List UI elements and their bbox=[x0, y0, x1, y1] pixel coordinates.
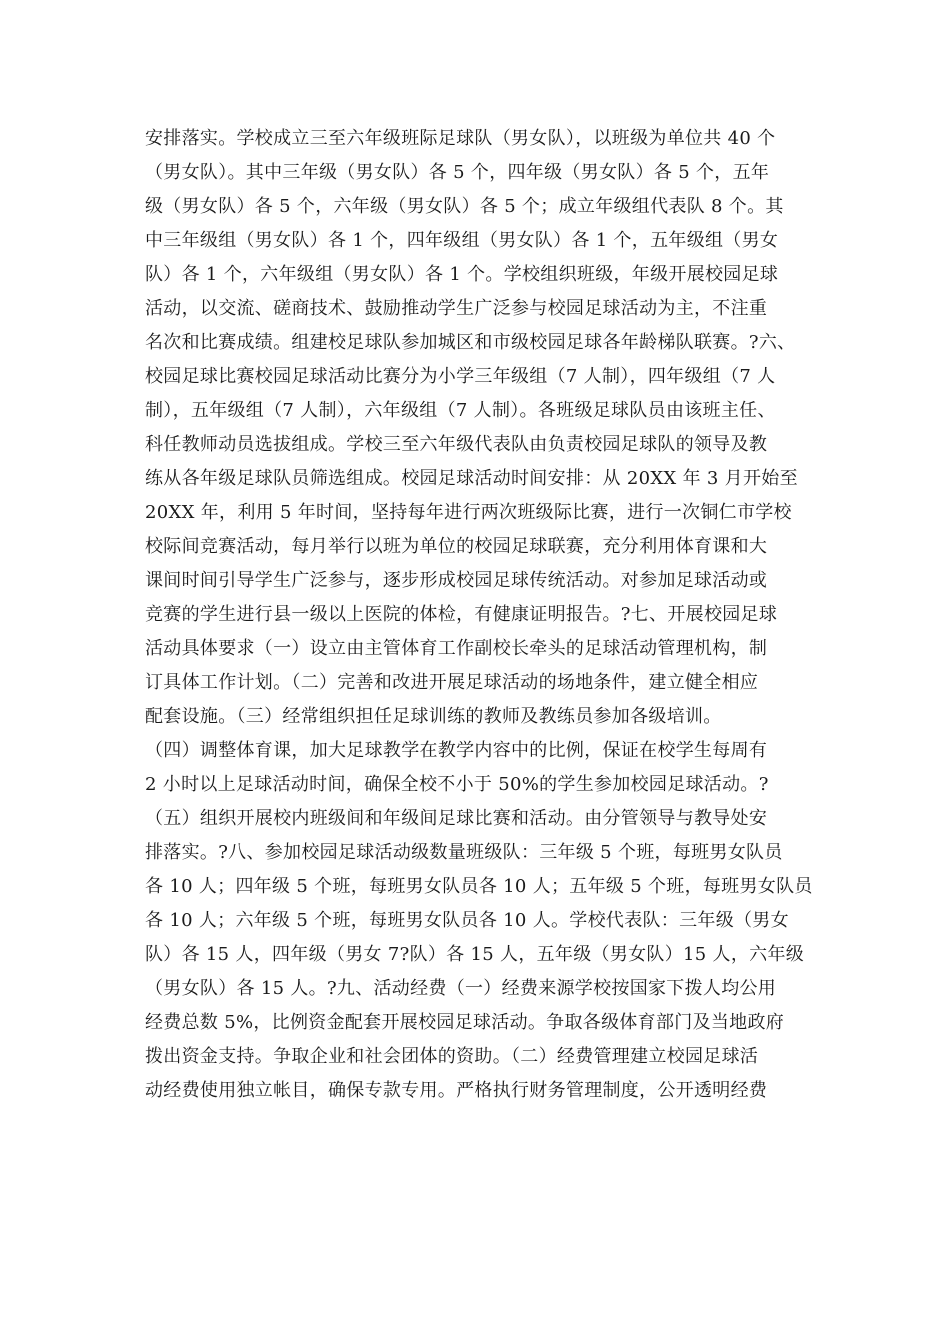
text-line: 级（男女队）各 5 个，六年级（男女队）各 5 个；成立年级组代表队 8 个。其 bbox=[145, 196, 784, 217]
text-line: 拨出资金支持。争取企业和社会团体的资助。（二）经费管理建立校园足球活 bbox=[145, 1046, 759, 1067]
text-line: 各 10 人；四年级 5 个班，每班男女队员各 10 人；五年级 5 个班，每班男女队员 bbox=[145, 876, 813, 897]
text-line: 课间时间引导学生广泛参与，逐步形成校园足球传统活动。对参加足球活动或 bbox=[145, 570, 768, 591]
text-line: 20XX 年，利用 5 年时间，坚持每年进行两次班级际比赛，进行一次铜仁市学校 bbox=[145, 502, 792, 523]
text-line: 各 10 人；六年级 5 个班，每班男女队员各 10 人。学校代表队：三年级（男女 bbox=[145, 910, 789, 931]
text-line: 名次和比赛成绩。组建校足球队参加城区和市级校园足球各年龄梯队联赛。?六、 bbox=[145, 332, 796, 353]
text-line: 动经费使用独立帐目，确保专款专用。严格执行财务管理制度，公开透明经费 bbox=[145, 1080, 768, 1101]
text-line: 科任教师动员选拔组成。学校三至六年级代表队由负责校园足球队的领导及教 bbox=[145, 434, 768, 455]
text-line: 竞赛的学生进行县一级以上医院的体检，有健康证明报告。?七、开展校园足球 bbox=[145, 604, 778, 625]
text-line: 经费总数 5%，比例资金配套开展校园足球活动。争取各级体育部门及当地政府 bbox=[145, 1012, 785, 1033]
text-line: 中三年级组（男女队）各 1 个，四年级组（男女队）各 1 个，五年级组（男女 bbox=[145, 230, 779, 251]
text-line: 校园足球比赛校园足球活动比赛分为小学三年级组（7 人制），四年级组（7 人 bbox=[145, 366, 776, 387]
body-text bbox=[145, 122, 815, 1108]
text-line: （男女队）。其中三年级（男女队）各 5 个，四年级（男女队）各 5 个，五年 bbox=[145, 162, 770, 183]
text-line: 排落实。?八、参加校园足球活动级数量班级队：三年级 5 个班，每班男女队员 bbox=[145, 842, 783, 863]
text-line: 制），五年级组（7 人制），六年级组（7 人制）。各班级足球队员由该班主任、 bbox=[145, 400, 776, 421]
text-line: 2 小时以上足球活动时间，确保全校不小于 50%的学生参加校园足球活动。? bbox=[145, 774, 769, 795]
text-line: （五）组织开展校内班级间和年级间足球比赛和活动。由分管领导与教导处安 bbox=[145, 808, 768, 829]
text-line: （男女队）各 15 人。?九、活动经费（一）经费来源学校按国家下拨人均公用 bbox=[145, 978, 777, 999]
text-line: 校际间竞赛活动，每月举行以班为单位的校园足球联赛，充分利用体育课和大 bbox=[145, 536, 768, 557]
text-line: 队）各 15 人，四年级（男女 7?队）各 15 人，五年级（男女队）15 人，六年级 bbox=[145, 944, 805, 965]
text-line: 活动具体要求（一）设立由主管体育工作副校长牵头的足球活动管理机构，制 bbox=[145, 638, 768, 659]
text-line: 订具体工作计划。（二）完善和改进开展足球活动的场地条件，建立健全相应 bbox=[145, 672, 759, 693]
text-line: 练从各年级足球队员筛选组成。校园足球活动时间安排：从 20XX 年 3 月开始至 bbox=[145, 468, 798, 489]
text-line: （四）调整体育课，加大足球教学在教学内容中的比例，保证在校学生每周有 bbox=[145, 740, 768, 761]
text-line: 配套设施。（三）经常组织担任足球训练的教师及教练员参加各级培训。 bbox=[145, 706, 722, 727]
text-line: 安排落实。学校成立三至六年级班际足球队（男女队），以班级为单位共 40 个 bbox=[145, 128, 776, 149]
text-line: 队）各 1 个，六年级组（男女队）各 1 个。学校组织班级，年级开展校园足球 bbox=[145, 264, 779, 285]
text-line: 活动，以交流、磋商技术、鼓励推动学生广泛参与校园足球活动为主，不注重 bbox=[145, 298, 768, 319]
